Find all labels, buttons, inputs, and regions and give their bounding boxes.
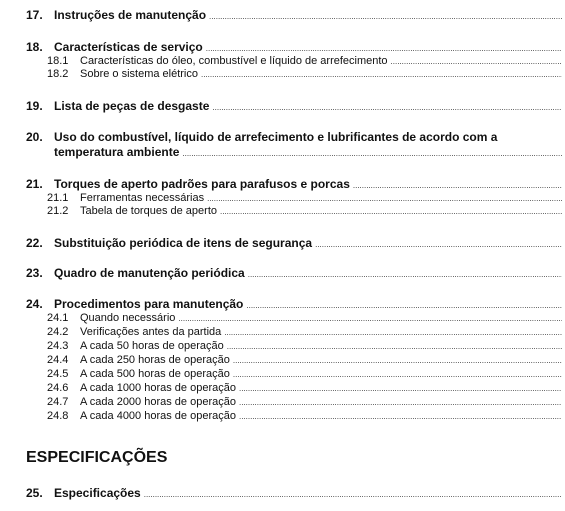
entry-title: A cada 4000 horas de operação <box>80 410 236 422</box>
entry-title: A cada 500 horas de operação <box>80 368 230 380</box>
entry-title: Procedimentos para manutenção <box>54 297 244 311</box>
toc-entry-24-2 <box>0 326 562 338</box>
entry-number: 21.2 <box>47 205 69 217</box>
entry-number: 21. <box>26 177 43 191</box>
entry-title: Uso do combustível, líquido de arrefecimento e lubrificantes de acordo com a <box>54 130 498 144</box>
toc-entry-22 <box>0 236 562 250</box>
toc-entry-24-3 <box>0 340 562 352</box>
entry-title: Lista de peças de desgaste <box>54 99 210 113</box>
toc-entry-18-2 <box>0 68 562 80</box>
toc-entry-19 <box>0 99 562 113</box>
leader-dots <box>233 354 562 366</box>
leader-dots <box>220 205 562 217</box>
entry-title-continued: temperatura ambiente <box>54 145 180 159</box>
toc-entry-17 <box>0 8 562 22</box>
entry-title: Instruções de manutenção <box>54 8 207 22</box>
leader-dots <box>233 368 562 380</box>
toc-entry-18-1 <box>0 55 562 67</box>
toc-entry-20-line1 <box>0 130 562 144</box>
section-heading: ESPECIFICAÇÕES <box>26 449 168 466</box>
entry-title: A cada 2000 horas de operação <box>80 396 236 408</box>
toc-entry-24-1 <box>0 312 562 324</box>
leader-dots <box>201 68 562 80</box>
leader-dots <box>239 382 562 394</box>
leader-dots <box>212 99 562 113</box>
entry-title: Tabela de torques de aperto <box>80 205 217 217</box>
leader-dots <box>182 145 562 159</box>
entry-number: 24.2 <box>47 326 69 338</box>
leader-dots <box>227 340 562 352</box>
toc-entry-20-line2 <box>0 145 562 159</box>
leader-dots <box>178 312 562 324</box>
entry-title: Ferramentas necessárias <box>80 192 205 204</box>
entry-number: 17. <box>26 8 43 22</box>
entry-number: 25. <box>26 486 43 500</box>
leader-dots <box>209 8 562 22</box>
entry-number: 24.5 <box>47 368 69 380</box>
entry-number: 20. <box>26 130 43 144</box>
leader-dots <box>391 55 562 67</box>
entry-number: 24.4 <box>47 354 69 366</box>
toc-entry-24-4 <box>0 354 562 366</box>
entry-number: 23. <box>26 266 43 280</box>
entry-title: Especificações <box>54 486 141 500</box>
leader-dots <box>315 236 562 250</box>
entry-number: 24.8 <box>47 410 69 422</box>
leader-dots <box>144 486 562 500</box>
leader-dots <box>206 40 562 54</box>
entry-title: Características do óleo, combustível e líquido de arrefecimento <box>80 55 388 67</box>
toc-entry-25 <box>0 486 562 500</box>
leader-dots <box>239 396 562 408</box>
entry-number: 18. <box>26 40 43 54</box>
toc-entry-24 <box>0 297 562 311</box>
leader-dots <box>239 410 562 422</box>
leader-dots <box>207 192 562 204</box>
leader-dots <box>353 177 562 191</box>
entry-number: 24.7 <box>47 396 69 408</box>
toc-entry-24-8 <box>0 410 562 422</box>
entry-number: 18.1 <box>47 55 69 67</box>
entry-number: 24. <box>26 297 43 311</box>
entry-number: 24.6 <box>47 382 69 394</box>
leader-dots <box>224 326 562 338</box>
entry-title: A cada 50 horas de operação <box>80 340 224 352</box>
entry-number: 18.2 <box>47 68 69 80</box>
toc-entry-24-5 <box>0 368 562 380</box>
entry-title: Torques de aperto padrões para parafusos e porcas <box>54 177 350 191</box>
toc-entry-24-6 <box>0 382 562 394</box>
entry-title: A cada 1000 horas de operação <box>80 382 236 394</box>
entry-title: Características de serviço <box>54 40 203 54</box>
entry-title: Sobre o sistema elétrico <box>80 68 198 80</box>
leader-dots <box>246 297 562 311</box>
toc-entry-21-1 <box>0 192 562 204</box>
entry-number: 21.1 <box>47 192 69 204</box>
entry-title: Quadro de manutenção periódica <box>54 266 245 280</box>
toc-entry-23 <box>0 266 562 280</box>
entry-title: Substituição periódica de itens de segurança <box>54 236 313 250</box>
leader-dots <box>248 266 562 280</box>
entry-number: 24.3 <box>47 340 69 352</box>
toc-entry-18 <box>0 40 562 54</box>
entry-number: 22. <box>26 236 43 250</box>
toc-entry-21-2 <box>0 205 562 217</box>
entry-title: Verificações antes da partida <box>80 326 222 338</box>
entry-number: 19. <box>26 99 43 113</box>
entry-number: 24.1 <box>47 312 69 324</box>
toc-entry-24-7 <box>0 396 562 408</box>
entry-title: Quando necessário <box>80 312 176 324</box>
entry-title: A cada 250 horas de operação <box>80 354 230 366</box>
toc-entry-21 <box>0 177 562 191</box>
